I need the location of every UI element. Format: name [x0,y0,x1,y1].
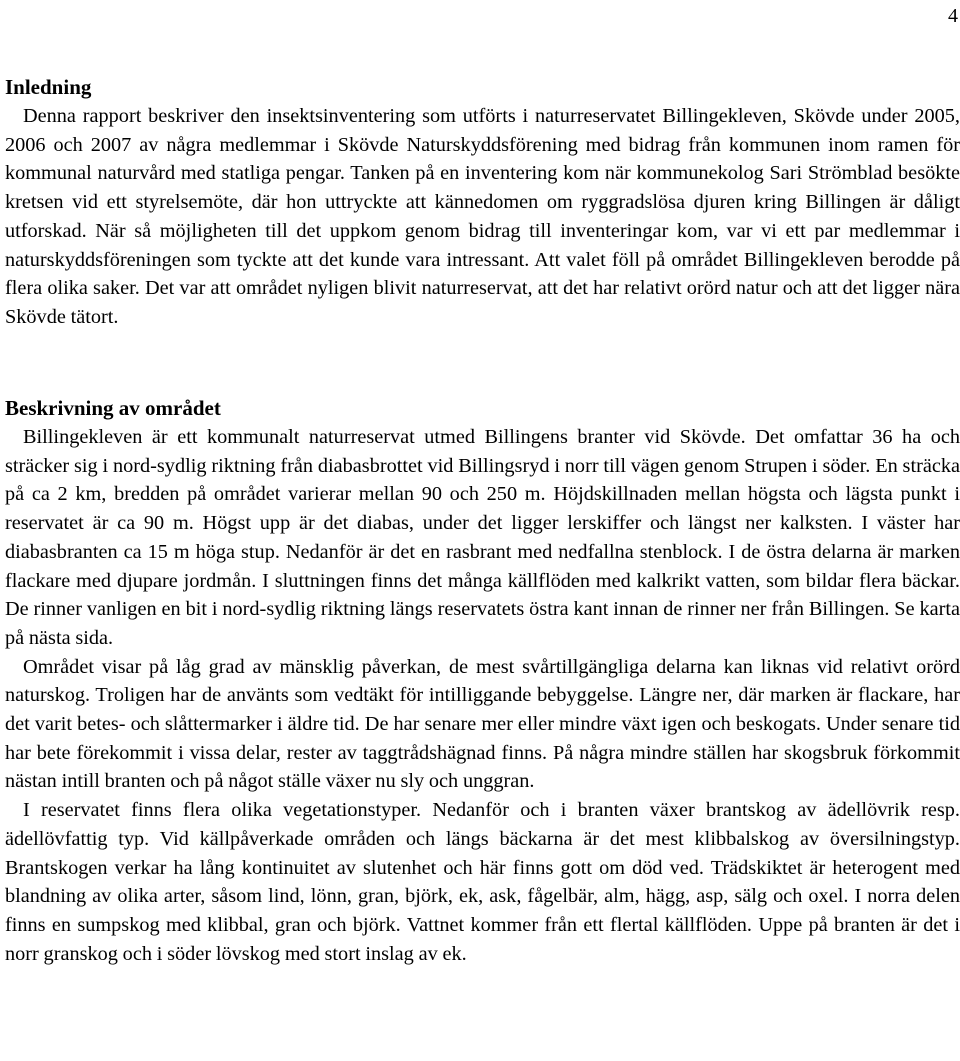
document-page [5,0,960,1061]
page-number: 4 [948,5,958,27]
paragraph: I reservatet finns flera olika vegetationstyper. Nedanför och i branten växer brantskog av ädellövrik resp. ädellövfattig typ. Vid källpåverkade områden och längs bäckarna är det mest klibbalskog av översilningstyp. Brantskogen verkar ha lång kontinuitet av slutenhet och här finns gott om död ved. Trädskiktet är heterogent med blandning av olika arter, såsom lind, lönn, gran, björk, ek, ask, fågelbär, alm, hägg, asp, sälg och oxel. I norra delen finns en sumpskog med klibbal, gran och björk. Vattnet kommer från ett flertal källflöden. Uppe på branten är det i norr granskog och i söder lövskog med stort inslag av ek. [5,799,960,965]
section-body-inledning [5,102,960,332]
paragraph: Billingekleven är ett kommunalt naturreservat utmed Billingens branter vid Skövde. Det omfattar 36 ha och sträcker sig i nord-sydlig riktning från diabasbrottet vid Billingsryd i norr till vägen genom Strupen i söder. En sträcka på ca 2 km, bredden på området varierar mellan 90 och 250 m. Höjdskillnaden mellan högsta och lägsta punkt i reservatet är ca 90 m. Högst upp är det diabas, under det ligger lerskiffer och längst ner kalksten. I väster har diabasbranten ca 15 m höga stup. Nedanför är det en rasbrant med nedfallna stenblock. I de östra delarna är marken flackare med djupare jordmån. I sluttningen finns det många källflöden med kalkrikt vatten, som bildar flera bäckar. De rinner vanligen en bit i nord-sydlig riktning längs reservatets östra kant innan de rinner ner från Billingen. Se karta på nästa sida. [5,426,960,649]
section-body-beskrivning [5,423,960,968]
paragraph: Denna rapport beskriver den insektsinventering som utförts i naturreservatet Billingekleven, Skövde under 2005, 2006 och 2007 av några medlemmar i Skövde Naturskyddsförening med bidrag från kommunen inom ramen för kommunal naturvård med statliga pengar. Tanken på en inventering kom när kommunekolog Sari Strömblad besökte kretsen vid ett styrelsemöte, där hon uttryckte att kännedomen om ryggradslösa djuren kring Billingen är dåligt utforskad. När så möjligheten till det uppkom genom bidrag till inventeringar kom, var vi ett par medlemmar i naturskyddsföreningen som tyckte att det kunde vara intressant. Att valet föll på området Billingekleven berodde på flera olika saker. Det var att området nyligen blivit naturreservat, att det har relativt orörd natur och att det ligger nära Skövde tätort. [5,105,960,328]
section-heading-inledning: Inledning [5,75,92,99]
paragraph: Området visar på låg grad av mänsklig påverkan, de mest svårtillgängliga delarna kan liknas vid relativt orörd naturskog. Troligen har de använts som vedtäkt för intilliggande bebyggelse. Längre ner, där marken är flackare, har det varit betes- och slåttermarker i äldre tid. De har senare mer eller mindre växt igen och beskogats. Under senare tid har bete förekommit i vissa delar, rester av taggtrådshägnad finns. På några mindre ställen har skogsbruk förkommit nästan intill branten och på något ställe växer nu sly och unggran. [5,655,960,793]
section-heading-beskrivning: Beskrivning av området [5,396,221,420]
